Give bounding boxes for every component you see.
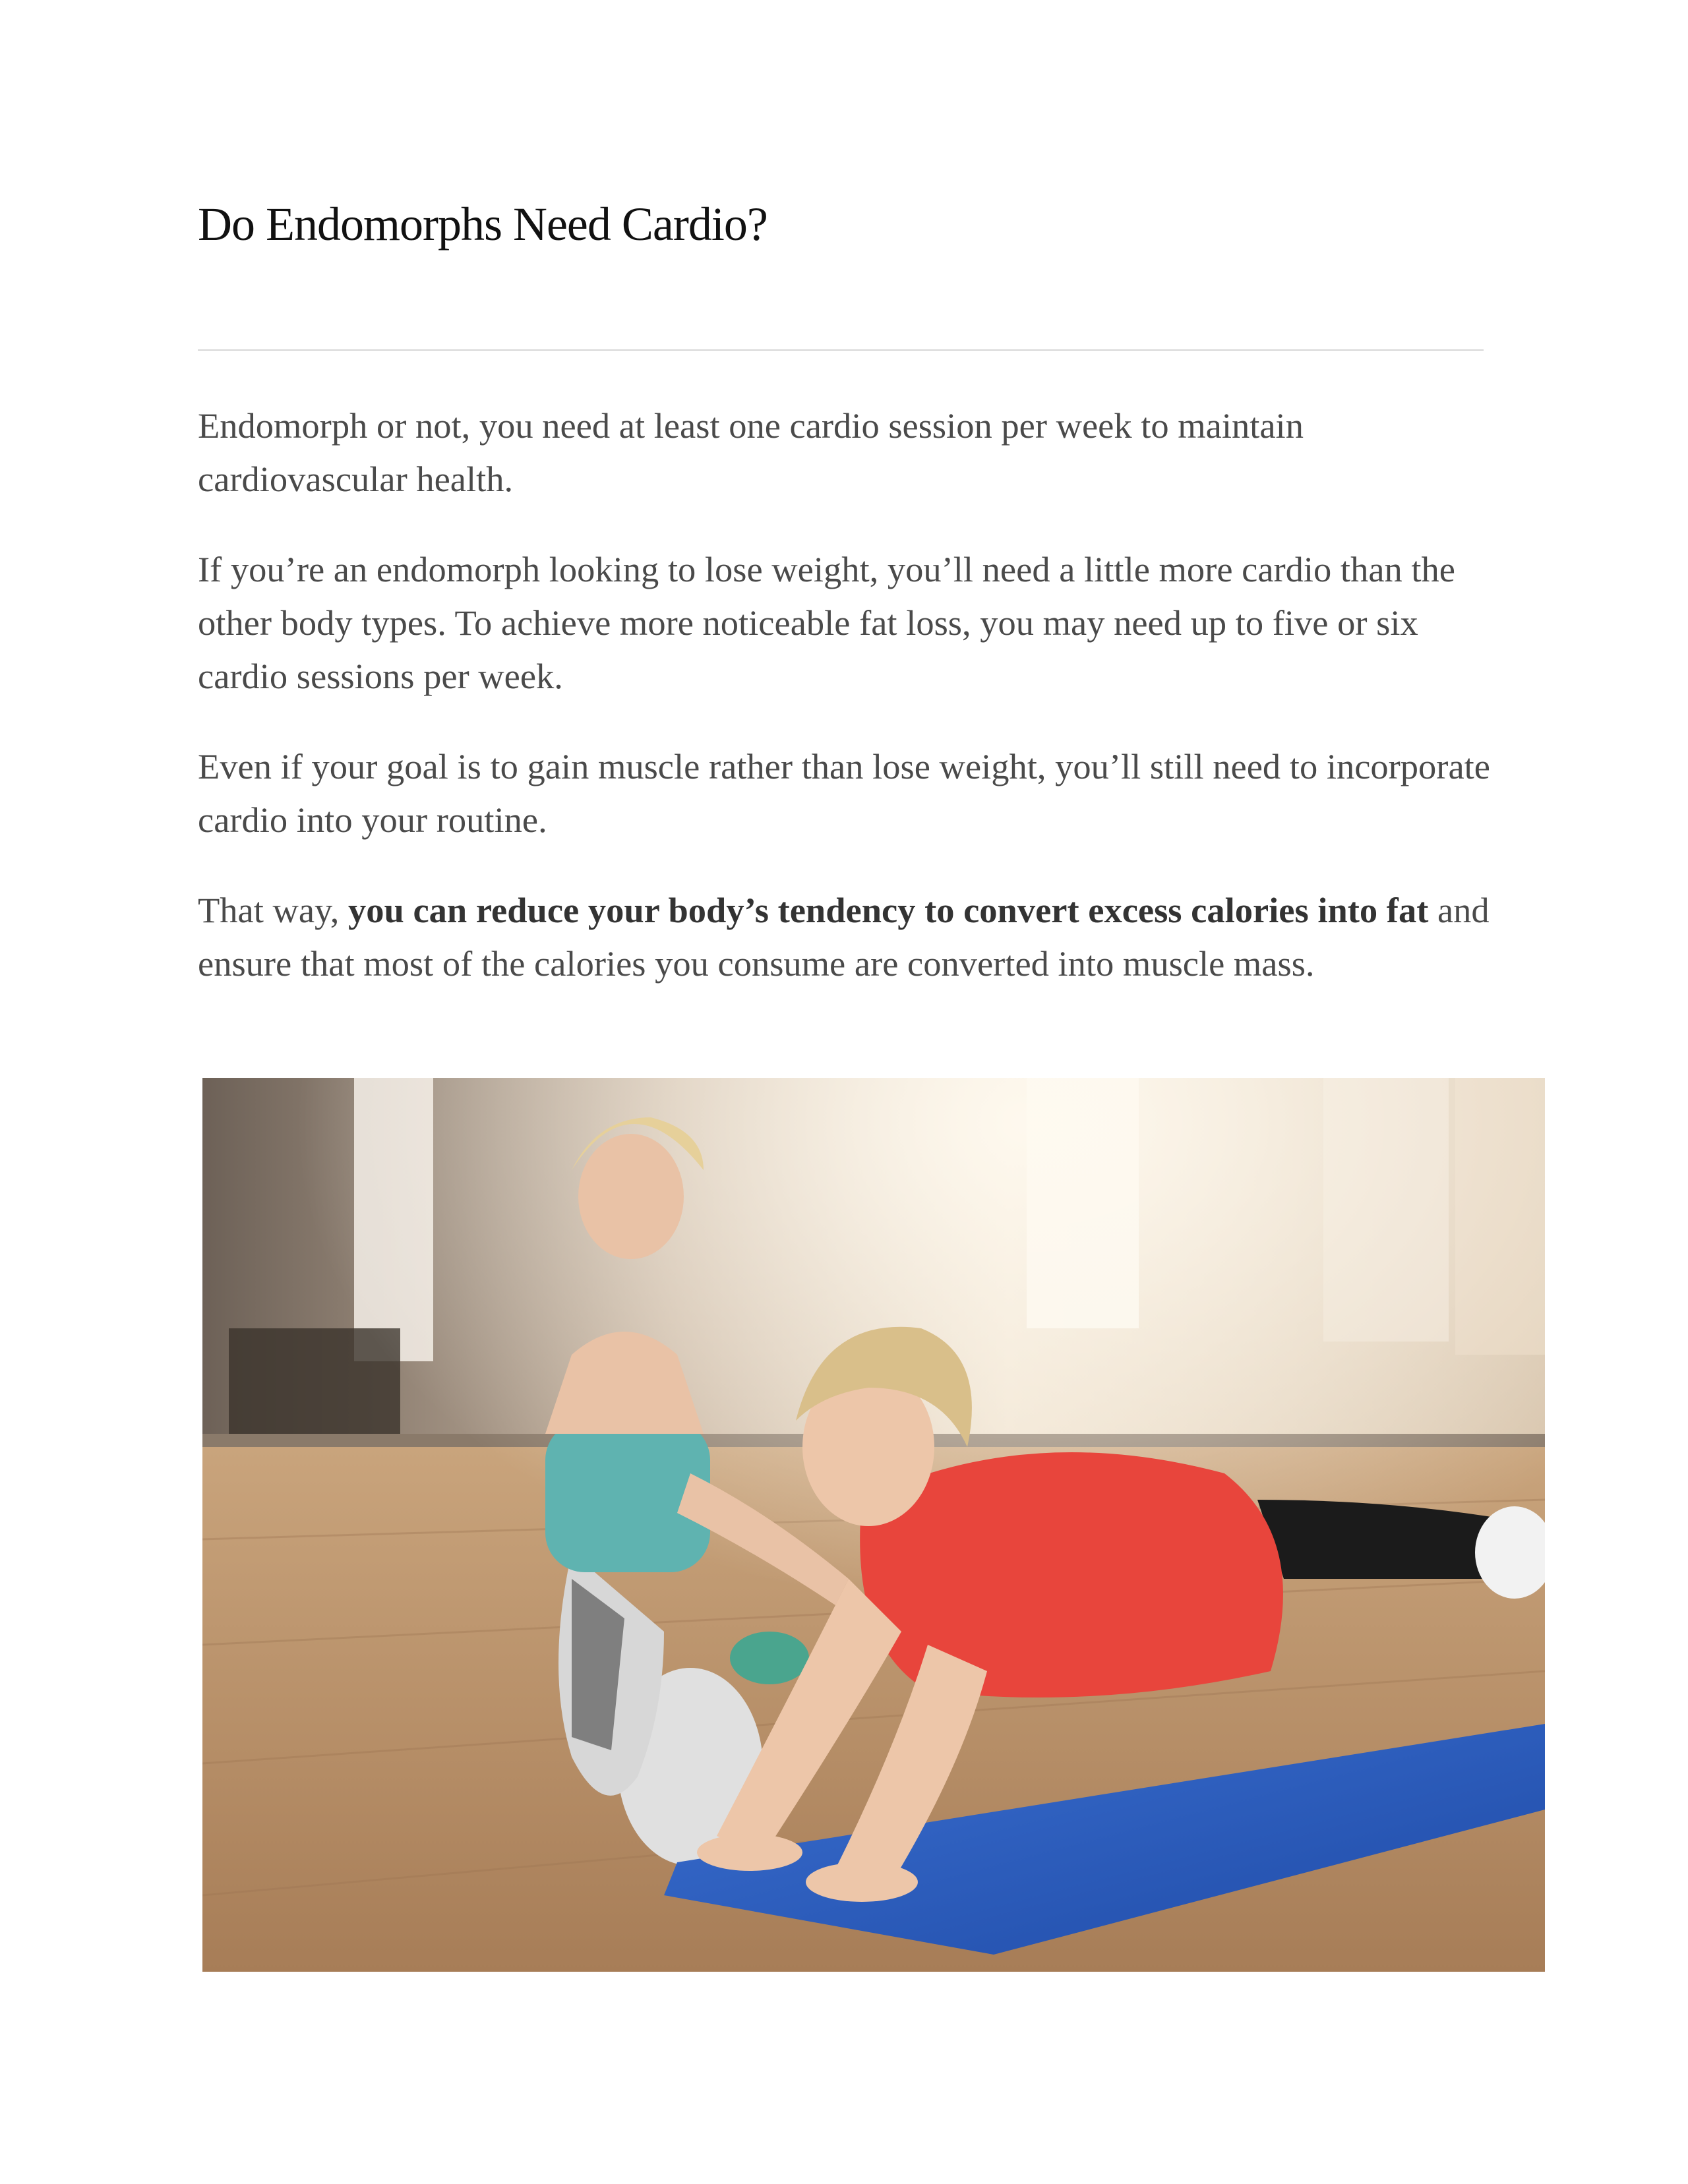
article-photo xyxy=(202,1078,1545,1972)
paragraph-4 xyxy=(198,883,1497,990)
trainer-plank-photo xyxy=(202,1078,1545,1972)
paragraph-2: If you’re an endomorph looking to lose weight, you’ll need a little more cardio than the other body types. To achieve more noticeable fat loss, you may need up to five or six cardio sessions per week. xyxy=(198,549,1455,696)
paragraph-4-lead: That way, xyxy=(198,890,349,930)
paragraph-4-tail: and ensure that most of the calories you consume are converted into muscle mass. xyxy=(198,890,1490,984)
article-title: Do Endomorphs Need Cardio? xyxy=(198,198,768,251)
title-divider xyxy=(198,349,1484,351)
article-body xyxy=(198,399,1497,1027)
paragraph-3: Even if your goal is to gain muscle rather than lose weight, you’ll still need to incorporate cardio into your routine. xyxy=(198,746,1490,840)
paragraph-1: Endomorph or not, you need at least one cardio session per week to maintain cardiovascular health. xyxy=(198,405,1304,499)
paragraph-4-emphasis: you can reduce your body’s tendency to convert excess calories into fat xyxy=(348,890,1429,930)
